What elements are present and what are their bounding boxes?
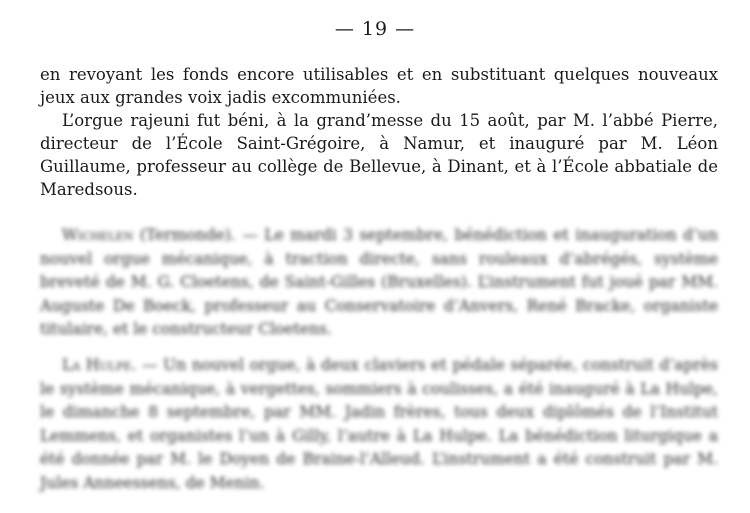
paragraph-wichelen	[40, 224, 718, 342]
page-number: — 19 —	[334, 18, 416, 40]
section-la-hulpe	[40, 354, 718, 495]
place-name-wichelen: Wichelen	[62, 226, 134, 244]
paragraph-continuation: en revoyant les fonds encore utilisables et en substituant quelques nouveaux jeux aux grandes voix jadis excommuniées.	[40, 65, 718, 107]
paragraph-orgue: L’orgue rajeuni fut béni, à la grand’messe du 15 août, par M. l’abbé Pierre, directeur de l’École Saint-Grégoire, à Namur, et inauguré par M. Léon Guillaume, professeur au collège de Bellevue, à Dinant, et à l’École abbatiale de Maredsous.	[40, 111, 718, 199]
text-block-clear	[40, 63, 718, 201]
section-text-wichelen: (Termonde). — Le mardi 3 septembre, bénédiction et inauguration d’un nouvel orgue mécanique, à traction directe, sans rouleaux d’abrégés, système breveté de M. G. Cloetens, de Saint-Gilles (Bruxelles). L’instrument fut joué par MM. Auguste De Boeck, professeur au Conservatoire d’Anvers, René Bracke, organiste titulaire, et le constructeur Cloetens.	[40, 226, 718, 338]
place-name-la-hulpe: La Hulpe.	[62, 356, 137, 374]
paragraph-la-hulpe	[40, 354, 718, 495]
section-text-la-hulpe: — Un nouvel orgue, à deux claviers et pédale séparée, construit d’après le système mécanique, à vergettes, sommiers à coulisses, a été inauguré à La Hulpe, le dimanche 8 septembre, par MM. Jadin frères, tous deux diplômés de l’Institut Lemmens, et organistes l’un à Gilly, l’autre à La Hulpe. La bénédiction liturgique a été donnée par M. le Doyen de Braine-l’Alleud. L’instrument a été construit par M. Jules Anneessens, de Menin.	[40, 356, 718, 492]
section-wichelen	[40, 224, 718, 342]
